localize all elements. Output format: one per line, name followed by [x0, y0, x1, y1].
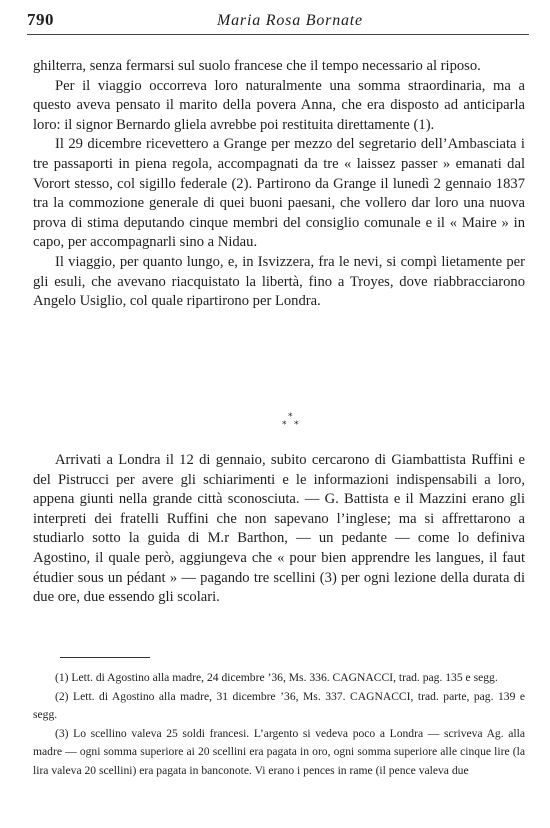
asterism-star: * [282, 420, 287, 430]
running-head: Maria Rosa Bornate [217, 12, 363, 29]
footnote: (1) Lett. di Agostino alla madre, 24 dicembre ’36, Ms. 336. CAGNACCI, trad. pag. 135 e segg. [55, 671, 498, 684]
section-asterism [280, 413, 304, 433]
main-text [33, 57, 525, 312]
paragraph: Il viaggio, per quanto lungo, e, in Isvizzera, fra le nevi, si compì lietamente per gli esuli, che avevano riacquistato la libertà, fino a Troyes, dove riabbracciarono Angelo Usiglio, col quale ripartirono per Londra. [33, 253, 525, 310]
paragraph: Arrivati a Londra il 12 di gennaio, subito cercarono di Giambattista Ruffini e del Pistrucci per avere gli schiarimenti e le informazioni indispensabili a loro, appena giunti nella grande città sconosciuta. — G. Battista e il Mazzini erano gli interpreti dei fratelli Ruffini che non sapevano l’inglese; ma si affrettarono a studiarlo sotto la guida di M.r Barthon, — un pedante — come lo definiva Agostino, il quale però, aggiungeva che « pour bien apprendre les langues, il faut étudier sous un pédant » — pagando tre scellini (3) per ogni lezione della durata di due ore, due essendo gli scolari. [33, 452, 525, 606]
asterism-star: * [294, 420, 299, 430]
paragraph-continuation: ghilterra, senza fermarsi sul suolo francese che il tempo necessario al riposo. [33, 58, 481, 74]
paragraph: Per il viaggio occorreva loro naturalmente una somma straordinaria, ma a questo aveva pensato il marito della povera Anna, che era disposto ad anticiparla loro: il signor Bernardo gliela avrebbe poi restituita direttamente (1). [33, 77, 525, 133]
asterism-star: * [288, 412, 293, 422]
paragraph: Il 29 dicembre ricevettero a Grange per mezzo del segretario dell’Ambasciata i tre passaporti in piena regola, accompagnati da tre « laissez passer » emanati dal Vorort stesso, col sigillo federale (2). Partirono da Grange il lunedì 2 gennaio 1837 tra la commozione generale di quei buoni paesani, che vollero dar loro una nuova prova di stima deputando cinque membri del consiglio comunale e il « Maire » in capo, per accompagnarli sino a Nidau. [33, 136, 525, 251]
header-rule [27, 34, 529, 35]
footnote: (3) Lo scellino valeva 25 soldi francesi. L’argento si vedeva poco a Londra — scriveva Ag. alla madre — ogni somma superiore ai 20 scellini era pagata in oro, ogni somma superiore alle cinque lire (la lira valeva 20 scellini) era pagata in banconote. Vi erano i pences in rame (il pence valeva due [33, 726, 525, 777]
page-number: 790 [27, 10, 54, 29]
footnote-rule [60, 657, 150, 658]
page-header [27, 10, 529, 36]
footnote: (2) Lett. di Agostino alla madre, 31 dicembre ’36, Ms. 337. CAGNACCI, trad. parte, pag. 139 e segg. [33, 689, 525, 721]
section-two-text [33, 451, 525, 608]
footnotes [33, 669, 525, 780]
